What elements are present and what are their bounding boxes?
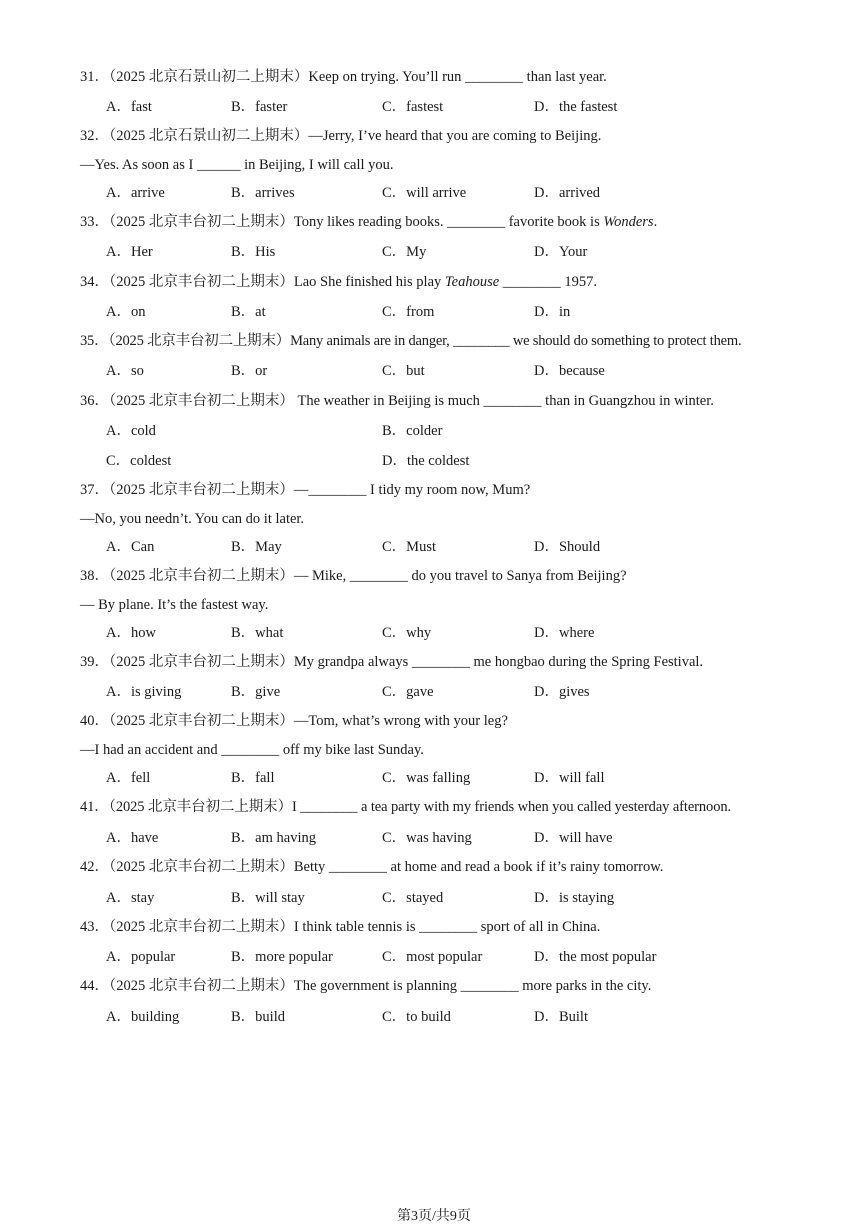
question-33-stem-tail: . <box>653 214 658 230</box>
question-31-option-d: D．the fastest <box>534 99 618 115</box>
question-32-option-c: C．will arrive <box>382 185 467 201</box>
question-42-option-b: B．will stay <box>231 890 305 906</box>
question-35-option-c: C．but <box>382 363 425 379</box>
question-42-option-c: C．stayed <box>382 890 444 906</box>
question-36-stem: 36．（2025 北京丰台初二上期末） The weather in Beijing is much ________ than in Guangzhou in winter. <box>80 393 714 409</box>
question-36-option-c: C．coldest <box>106 453 172 469</box>
question-31-option-b: B．faster <box>231 99 288 115</box>
question-38-option-d: D．where <box>534 625 595 641</box>
question-34-option-c: C．from <box>382 304 435 320</box>
question-37-option-b: B．May <box>231 539 282 555</box>
question-42-stem: 42．（2025 北京丰台初二上期末）Betty ________ at home and read a book if it’s rainy tomorrow. <box>80 859 664 875</box>
question-44-option-a: A．building <box>106 1009 180 1025</box>
question-35-option-d: D．because <box>534 363 605 379</box>
question-43-option-b: B．more popular <box>231 949 333 965</box>
question-32-stem-reply: —Yes. As soon as I ______ in Beijing, I will call you. <box>80 157 394 173</box>
question-33-option-b: B．His <box>231 244 276 260</box>
question-32-stem: 32．（2025 北京石景山初二上期末）—Jerry, I’ve heard that you are coming to Beijing. <box>80 128 602 144</box>
question-34-option-d: D．in <box>534 304 571 320</box>
question-41-option-c: C．was having <box>382 830 472 846</box>
question-44-option-d: D．Built <box>534 1009 588 1025</box>
question-38-option-b: B．what <box>231 625 284 641</box>
question-44-option-b: B．build <box>231 1009 285 1025</box>
question-37-stem: 37．（2025 北京丰台初二上期末）—________ I tidy my room now, Mum? <box>80 482 531 498</box>
question-38-stem: 38．（2025 北京丰台初二上期末）— Mike, ________ do you travel to Sanya from Beijing? <box>80 568 627 584</box>
question-43-stem: 43．（2025 北京丰台初二上期末）I think table tennis is ________ sport of all in China. <box>80 919 601 935</box>
question-40-stem: 40．（2025 北京丰台初二上期末）—Tom, what’s wrong with your leg? <box>80 713 508 729</box>
question-43-option-a: A．popular <box>106 949 176 965</box>
question-32-option-a: A．arrive <box>106 185 165 201</box>
question-34-option-b: B．at <box>231 304 266 320</box>
question-35-option-a: A．so <box>106 363 144 379</box>
question-34-stem-text: 34．（2025 北京丰台初二上期末）Lao She finished his play <box>80 274 445 290</box>
question-43-option-d: D．the most popular <box>534 949 657 965</box>
question-40-option-a: A．fell <box>106 770 151 786</box>
question-41-option-a: A．have <box>106 830 159 846</box>
question-34-option-a: A．on <box>106 304 146 320</box>
question-35-stem: 35．（2025 北京丰台初二上期末）Many animals are in danger, ________ we should do something to protect them. <box>80 333 742 349</box>
question-37-option-d: D．Should <box>534 539 601 555</box>
question-37-stem-reply: —No, you needn’t. You can do it later. <box>80 511 305 527</box>
question-37-option-a: A．Can <box>106 539 155 555</box>
question-42-option-a: A．stay <box>106 890 155 906</box>
question-39-option-d: D．gives <box>534 684 590 700</box>
question-34-stem-tail: ________ 1957. <box>499 274 598 290</box>
question-36-option-d: D．the coldest <box>382 453 470 469</box>
question-33-stem-text: 33．（2025 北京丰台初二上期末）Tony likes reading books. ________ favorite book is <box>80 214 604 230</box>
question-34-stem <box>80 272 828 292</box>
question-40-stem-reply: —I had an accident and ________ off my bike last Sunday. <box>80 742 424 758</box>
question-31-stem: 31．（2025 北京石景山初二上期末）Keep on trying. You’ll run ________ than last year. <box>80 69 607 85</box>
question-33-stem <box>80 212 828 232</box>
question-34-stem-italic: Teahouse <box>444 274 500 290</box>
question-40-option-c: C．was falling <box>382 770 471 786</box>
question-40-option-b: B．fall <box>231 770 275 786</box>
question-32-option-d: D．arrived <box>534 185 601 201</box>
question-31-option-c: C．fastest <box>382 99 444 115</box>
question-44-option-c: C．to build <box>382 1009 451 1025</box>
question-38-option-c: C．why <box>382 625 432 641</box>
question-33-option-c: C．My <box>382 244 427 260</box>
question-36-option-a: A．cold <box>106 423 156 439</box>
page-number-footer: 第3页/共9页 <box>397 1209 471 1224</box>
question-32-option-b: B．arrives <box>231 185 295 201</box>
question-36-option-b: B．colder <box>382 423 443 439</box>
question-39-option-b: B．give <box>231 684 281 700</box>
question-38-stem-reply: — By plane. It’s the fastest way. <box>80 597 269 613</box>
question-33-stem-italic: Wonders <box>603 214 654 230</box>
question-40-option-d: D．will fall <box>534 770 605 786</box>
question-31-option-a: A．fast <box>106 99 152 115</box>
question-37-option-c: C．Must <box>382 539 436 555</box>
question-41-stem: 41．（2025 北京丰台初二上期末）I ________ a tea party with my friends when you called yesterday afternoon. <box>80 799 732 815</box>
question-41-option-d: D．will have <box>534 830 613 846</box>
question-35-option-b: B．or <box>231 363 268 379</box>
question-42-option-d: D．is staying <box>534 890 615 906</box>
question-41-option-b: B．am having <box>231 830 316 846</box>
question-39-option-a: A．is giving <box>106 684 182 700</box>
question-39-stem: 39．（2025 北京丰台初二上期末）My grandpa always ________ me hongbao during the Spring Festival. <box>80 654 704 670</box>
question-43-option-c: C．most popular <box>382 949 483 965</box>
question-39-option-c: C．gave <box>382 684 434 700</box>
question-44-stem: 44．（2025 北京丰台初二上期末）The government is planning ________ more parks in the city. <box>80 978 652 994</box>
question-33-option-a: A．Her <box>106 244 153 260</box>
question-33-option-d: D．Your <box>534 244 588 260</box>
question-38-option-a: A．how <box>106 625 156 641</box>
